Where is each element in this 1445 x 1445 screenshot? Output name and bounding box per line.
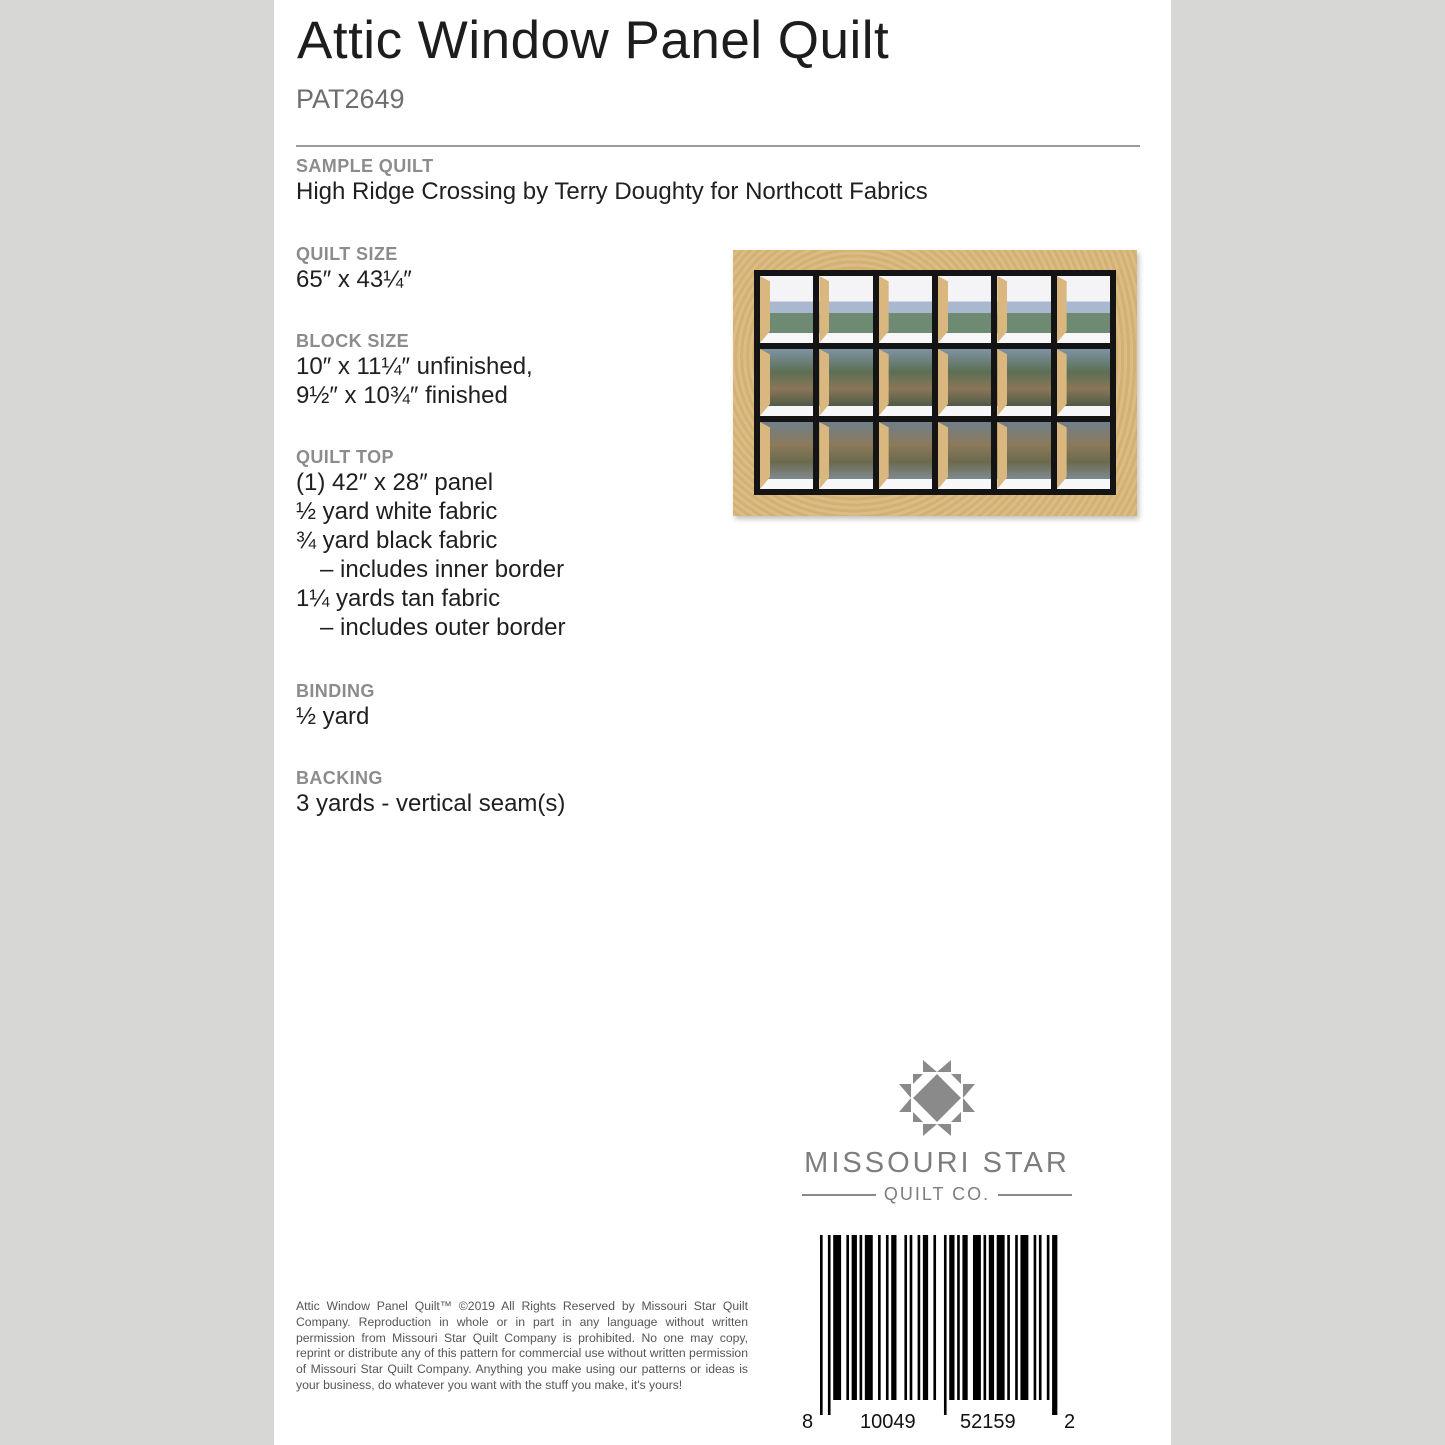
logo-rule-right bbox=[998, 1194, 1072, 1196]
barcode-bars bbox=[820, 1235, 1060, 1415]
section-line: 9½″ x 10¾″ finished bbox=[296, 382, 508, 409]
section-line: (1) 42″ x 28″ panel bbox=[296, 469, 494, 496]
section-line: – includes outer border bbox=[320, 614, 566, 641]
section-block-size bbox=[296, 330, 533, 410]
window-sill-strip bbox=[1057, 333, 1110, 343]
logo-subtitle-text: QUILT CO. bbox=[883, 1184, 991, 1204]
section-label: BACKING bbox=[296, 768, 383, 788]
section-label: SAMPLE QUILT bbox=[296, 156, 434, 176]
sample-quilt-photo bbox=[733, 250, 1137, 516]
section-label: BLOCK SIZE bbox=[296, 331, 410, 351]
logo-wordmark: MISSOURI STAR bbox=[804, 1147, 1070, 1179]
star-quilt-block-icon bbox=[899, 1060, 975, 1136]
window-sill-strip bbox=[819, 333, 872, 343]
quilt-window-block bbox=[819, 349, 872, 416]
section-sample-quilt bbox=[296, 155, 928, 206]
upc-barcode bbox=[802, 1235, 1078, 1435]
section-quilt-top bbox=[296, 446, 565, 642]
quilt-window-block bbox=[879, 422, 932, 489]
section-quilt-size bbox=[296, 243, 412, 294]
quilt-window-block bbox=[1057, 276, 1110, 343]
logo-rule-left bbox=[802, 1194, 876, 1196]
section-line: High Ridge Crossing by Terry Doughty for Northcott Fabrics bbox=[296, 178, 928, 205]
window-sill-strip bbox=[879, 479, 932, 489]
window-sill-strip bbox=[760, 406, 813, 416]
quilt-window-block bbox=[1057, 422, 1110, 489]
divider bbox=[296, 145, 1140, 147]
window-sill-strip bbox=[997, 479, 1050, 489]
window-sill-strip bbox=[760, 333, 813, 343]
copyright-notice: Attic Window Panel Quilt™ ©2019 All Rights Reserved by Missouri Star Quilt Company. Reproduction in whole or in part in any language without written permission from Missouri Star Quilt Company is prohibited. No one may copy, reprint or distribute any of this pattern for commercial use without written permission of Missouri Star Quilt Company. Anything you make using our patterns or ideas is your business, do whatever you want with the stuff you make, it's yours! bbox=[296, 1299, 748, 1392]
section-line: 10″ x 11¼″ unfinished, bbox=[296, 353, 533, 380]
window-sill-strip bbox=[1057, 406, 1110, 416]
section-line: ½ yard white fabric bbox=[296, 498, 498, 525]
section-line: 1¼ yards tan fabric bbox=[296, 585, 501, 612]
window-sill-strip bbox=[819, 406, 872, 416]
quilt-inner-border bbox=[754, 270, 1116, 495]
window-sill-strip bbox=[938, 406, 991, 416]
window-sill-strip bbox=[879, 406, 932, 416]
quilt-window-block bbox=[997, 422, 1050, 489]
quilt-window-block bbox=[938, 349, 991, 416]
window-sill-strip bbox=[819, 479, 872, 489]
section-line: ½ yard bbox=[296, 703, 370, 730]
pattern-back-cover bbox=[274, 0, 1171, 1445]
section-line: – includes inner border bbox=[320, 556, 565, 583]
window-sill-strip bbox=[1057, 479, 1110, 489]
quilt-window-block bbox=[760, 349, 813, 416]
window-sill-strip bbox=[879, 333, 932, 343]
pattern-title: Attic Window Panel Quilt bbox=[297, 11, 890, 70]
quilt-window-block bbox=[997, 276, 1050, 343]
quilt-window-block bbox=[760, 422, 813, 489]
section-line: ¾ yard black fabric bbox=[296, 527, 498, 554]
missouri-star-logo bbox=[802, 1060, 1072, 1205]
section-line: 3 yards - vertical seam(s) bbox=[296, 790, 566, 817]
barcode-digit-check: 2 bbox=[1064, 1411, 1076, 1433]
barcode-digits-right: 52159 bbox=[960, 1411, 1016, 1433]
quilt-window-block bbox=[760, 276, 813, 343]
quilt-window-block bbox=[879, 276, 932, 343]
quilt-window-block bbox=[938, 276, 991, 343]
section-label: QUILT SIZE bbox=[296, 244, 398, 264]
section-label: QUILT TOP bbox=[296, 447, 394, 467]
barcode-digits-left: 10049 bbox=[860, 1411, 916, 1433]
section-binding bbox=[296, 680, 375, 731]
quilt-window-block bbox=[819, 422, 872, 489]
pattern-sku: PAT2649 bbox=[296, 84, 405, 114]
section-line: 65″ x 43¼″ bbox=[296, 266, 412, 293]
section-backing bbox=[296, 767, 565, 818]
quilt-window-block bbox=[938, 422, 991, 489]
barcode-digit-lead: 8 bbox=[802, 1411, 814, 1433]
section-label: BINDING bbox=[296, 681, 375, 701]
logo-subtitle bbox=[802, 1184, 1072, 1205]
window-sill-strip bbox=[760, 479, 813, 489]
window-sill-strip bbox=[938, 479, 991, 489]
window-sill-strip bbox=[997, 406, 1050, 416]
window-sill-strip bbox=[938, 333, 991, 343]
window-sill-strip bbox=[997, 333, 1050, 343]
quilt-window-block bbox=[879, 349, 932, 416]
quilt-window-block bbox=[997, 349, 1050, 416]
quilt-window-block bbox=[1057, 349, 1110, 416]
quilt-window-block bbox=[819, 276, 872, 343]
